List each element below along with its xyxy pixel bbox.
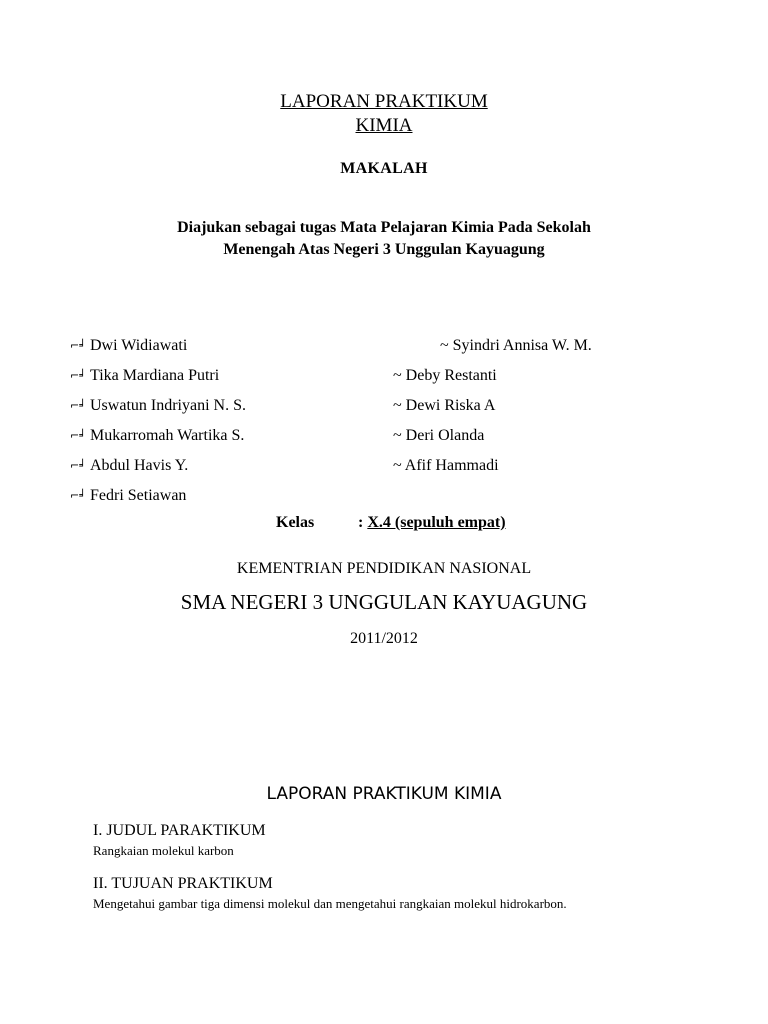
report-title: LAPORAN PRAKTIKUM KIMIA bbox=[266, 784, 502, 804]
member-left-6 bbox=[70, 486, 186, 506]
member-name: Tika Mardiana Putri bbox=[90, 367, 220, 384]
member-left-3 bbox=[70, 396, 246, 416]
bullet-icon: ⌐╛ bbox=[70, 339, 86, 352]
bullet-icon: ⌐╛ bbox=[70, 459, 86, 472]
cover-title-line2: KIMIA bbox=[355, 115, 413, 136]
member-name: Uswatun Indriyani N. S. bbox=[90, 397, 246, 414]
member-name: Dwi Widiawati bbox=[90, 337, 188, 354]
bullet-icon: ⌐╛ bbox=[70, 429, 86, 442]
member-right-2: ~ Deby Restanti bbox=[393, 367, 497, 384]
section-text-2: Mengetahui gambar tiga dimensi molekul dan mengetahui rangkaian molekul hidrokarbon. bbox=[93, 896, 567, 911]
member-left-1 bbox=[70, 336, 187, 356]
cover-title-line1: LAPORAN PRAKTIKUM bbox=[280, 91, 488, 112]
class-label: Kelas bbox=[276, 514, 315, 531]
school-year: 2011/2012 bbox=[350, 630, 418, 647]
member-left-4 bbox=[70, 426, 244, 446]
section-text-1: Rangkaian molekul karbon bbox=[93, 843, 234, 858]
purpose-line1: Diajukan sebagai tugas Mata Pelajaran Kimia Pada Sekolah bbox=[177, 219, 591, 236]
bullet-icon: ⌐╛ bbox=[70, 489, 86, 502]
member-right-1: ~ Syindri Annisa W. M. bbox=[440, 337, 592, 354]
class-info bbox=[358, 514, 506, 532]
purpose-line2: Menengah Atas Negeri 3 Unggulan Kayuagung bbox=[223, 241, 545, 258]
member-right-3: ~ Dewi Riska A bbox=[393, 397, 496, 414]
member-left-2 bbox=[70, 366, 219, 386]
member-right-5: ~ Afif Hammadi bbox=[393, 457, 499, 474]
section-heading-2: II. TUJUAN PRAKTIKUM bbox=[93, 875, 273, 892]
member-right-4: ~ Deri Olanda bbox=[393, 427, 485, 444]
member-name: Mukarromah Wartika S. bbox=[90, 427, 245, 444]
member-left-5 bbox=[70, 456, 188, 476]
class-separator: : bbox=[358, 514, 364, 531]
bullet-icon: ⌐╛ bbox=[70, 369, 86, 382]
class-value: X.4 (sepuluh empat) bbox=[367, 514, 506, 531]
document-type: MAKALAH bbox=[340, 160, 428, 177]
bullet-icon: ⌐╛ bbox=[70, 399, 86, 412]
ministry-name: KEMENTRIAN PENDIDIKAN NASIONAL bbox=[236, 560, 532, 577]
member-name: Fedri Setiawan bbox=[90, 487, 187, 504]
section-heading-1: I. JUDUL PARAKTIKUM bbox=[93, 822, 266, 839]
member-name: Abdul Havis Y. bbox=[90, 457, 189, 474]
school-name: SMA NEGERI 3 UNGGULAN KAYUAGUNG bbox=[180, 590, 588, 614]
